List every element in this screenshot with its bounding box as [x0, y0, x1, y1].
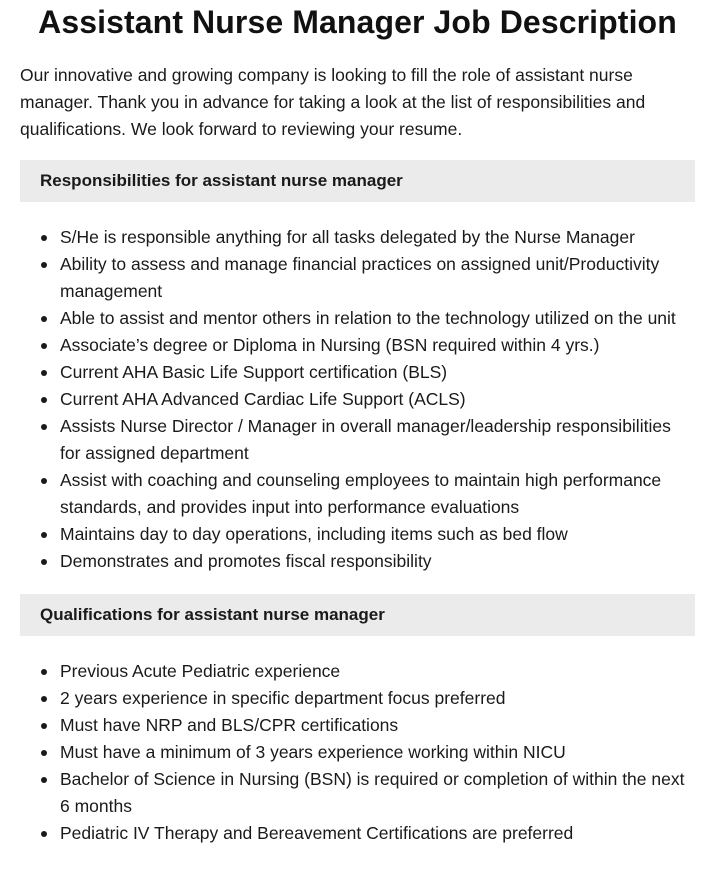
list-item-text: Current AHA Basic Life Support certification (BLS)	[60, 362, 448, 382]
list-item	[20, 332, 695, 359]
list-item-text: Maintains day to day operations, including items such as bed flow	[60, 524, 568, 544]
responsibilities-heading: Responsibilities for assistant nurse manager	[20, 160, 695, 202]
list-item	[20, 359, 695, 386]
bullet-icon	[41, 723, 47, 729]
list-item-text: Assist with coaching and counseling employees to maintain high performance standards, and provides input into performance evaluations	[60, 470, 662, 517]
bullet-icon	[41, 777, 47, 783]
list-item	[20, 386, 695, 413]
bullet-icon	[41, 316, 47, 322]
list-item-text: Current AHA Advanced Cardiac Life Support (ACLS)	[60, 389, 466, 409]
bullet-icon	[41, 750, 47, 756]
bullet-icon	[41, 478, 47, 484]
list-item	[20, 467, 695, 521]
list-item	[20, 224, 695, 251]
list-item-text: Must have NRP and BLS/CPR certifications	[60, 715, 399, 735]
list-item-text: Associate’s degree or Diploma in Nursing (BSN required within 4 yrs.)	[60, 335, 600, 355]
list-item-text: Assists Nurse Director / Manager in overall manager/leadership responsibilities for assigned department	[60, 416, 671, 463]
bullet-icon	[41, 424, 47, 430]
intro-paragraph: Our innovative and growing company is looking to fill the role of assistant nurse manager. Thank you in advance for taking a look at the list of responsibilities and qualifications. We look forward to reviewing your resume.	[20, 65, 646, 139]
bullet-icon	[41, 370, 47, 376]
list-item	[20, 521, 695, 548]
list-item-text: Previous Acute Pediatric experience	[60, 661, 341, 681]
list-item	[20, 820, 695, 847]
list-item	[20, 685, 695, 712]
list-item	[20, 413, 695, 467]
bullet-icon	[41, 831, 47, 837]
bullet-icon	[41, 397, 47, 403]
qualifications-list	[20, 658, 695, 847]
bullet-icon	[41, 669, 47, 675]
list-item-text: Able to assist and mentor others in relation to the technology utilized on the unit	[60, 308, 676, 328]
bullet-icon	[41, 532, 47, 538]
list-item-text: Demonstrates and promotes fiscal responsibility	[60, 551, 432, 571]
responsibilities-list	[20, 224, 695, 575]
list-item-text: Ability to assess and manage financial practices on assigned unit/Productivity management	[60, 254, 660, 301]
list-item-text: Bachelor of Science in Nursing (BSN) is required or completion of within the next 6 months	[60, 769, 685, 816]
bullet-icon	[41, 696, 47, 702]
list-item	[20, 251, 695, 305]
list-item	[20, 548, 695, 575]
bullet-icon	[41, 235, 47, 241]
bullet-icon	[41, 559, 47, 565]
list-item	[20, 739, 695, 766]
list-item	[20, 766, 695, 820]
list-item	[20, 305, 695, 332]
list-item	[20, 712, 695, 739]
bullet-icon	[41, 262, 47, 268]
list-item-text: Must have a minimum of 3 years experience working within NICU	[60, 742, 566, 762]
qualifications-heading: Qualifications for assistant nurse manager	[20, 594, 695, 636]
list-item-text: 2 years experience in specific department focus preferred	[60, 688, 506, 708]
list-item	[20, 658, 695, 685]
list-item-text: Pediatric IV Therapy and Bereavement Certifications are preferred	[60, 823, 574, 843]
bullet-icon	[41, 343, 47, 349]
page-title: Assistant Nurse Manager Job Description	[38, 4, 677, 40]
list-item-text: S/He is responsible anything for all tasks delegated by the Nurse Manager	[60, 227, 635, 247]
